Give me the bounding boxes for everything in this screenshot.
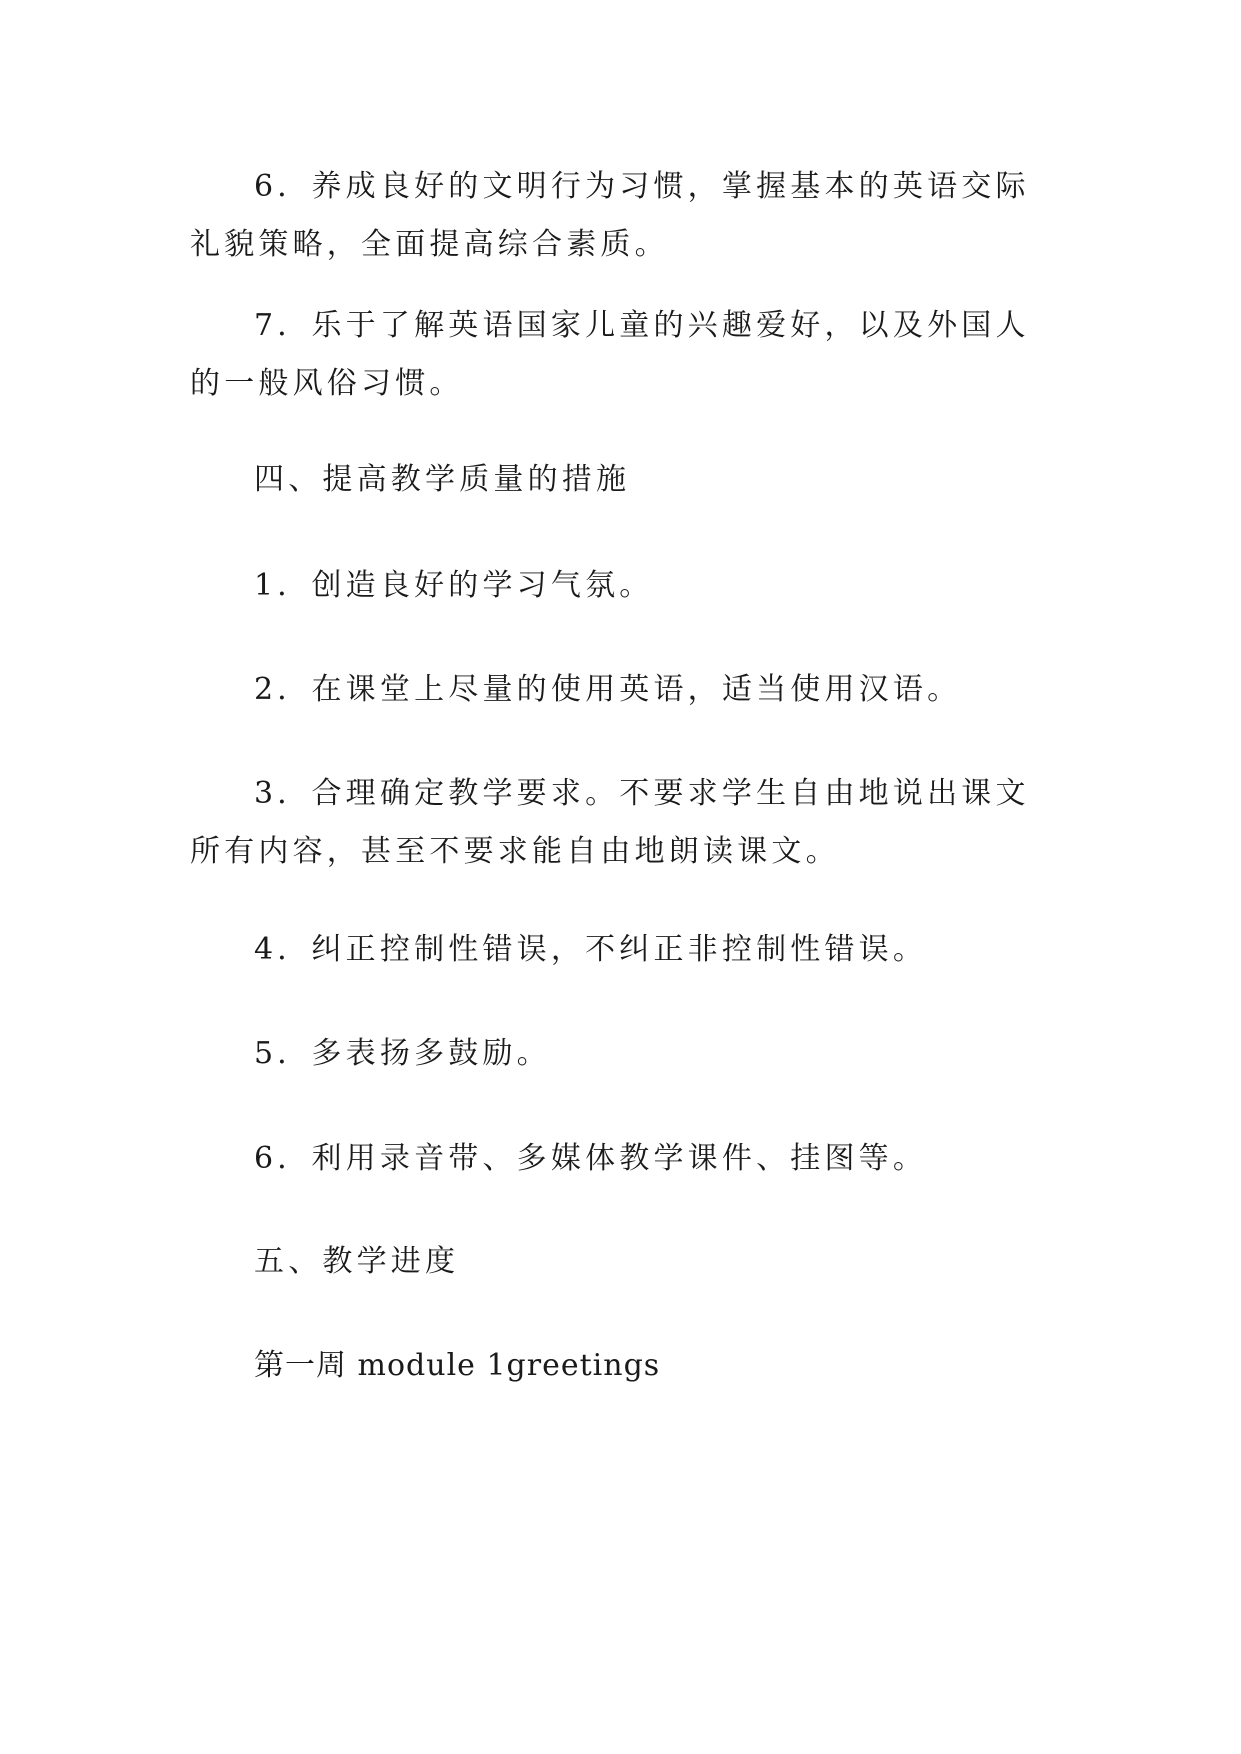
paragraph-item-6-civility: 6．养成良好的文明行为习惯，掌握基本的英语交际礼貌策略，全面提高综合素质。 (190, 169, 1030, 262)
paragraph-item-7-customs: 7．乐于了解英语国家儿童的兴趣爱好，以及外国人的一般风俗习惯。 (190, 308, 1030, 401)
paragraph-measure-2: 2．在课堂上尽量的使用英语，适当使用汉语。 (254, 672, 962, 707)
schedule-week-1: 第一周 module 1greetings (254, 1348, 661, 1383)
section-heading-schedule: 五、教学进度 (254, 1244, 460, 1279)
paragraph-measure-6: 6．利用录音带、多媒体教学课件、挂图等。 (254, 1141, 928, 1176)
paragraph-measure-1: 1．创造良好的学习气氛。 (254, 568, 654, 603)
paragraph-measure-4: 4．纠正控制性错误，不纠正非控制性错误。 (254, 932, 928, 967)
paragraph-measure-3: 3．合理确定教学要求。不要求学生自由地说出课文所有内容，甚至不要求能自由地朗读课文。 (190, 776, 1030, 869)
paragraph-measure-5: 5．多表扬多鼓励。 (254, 1036, 551, 1071)
section-heading-measures: 四、提高教学质量的措施 (254, 462, 631, 497)
